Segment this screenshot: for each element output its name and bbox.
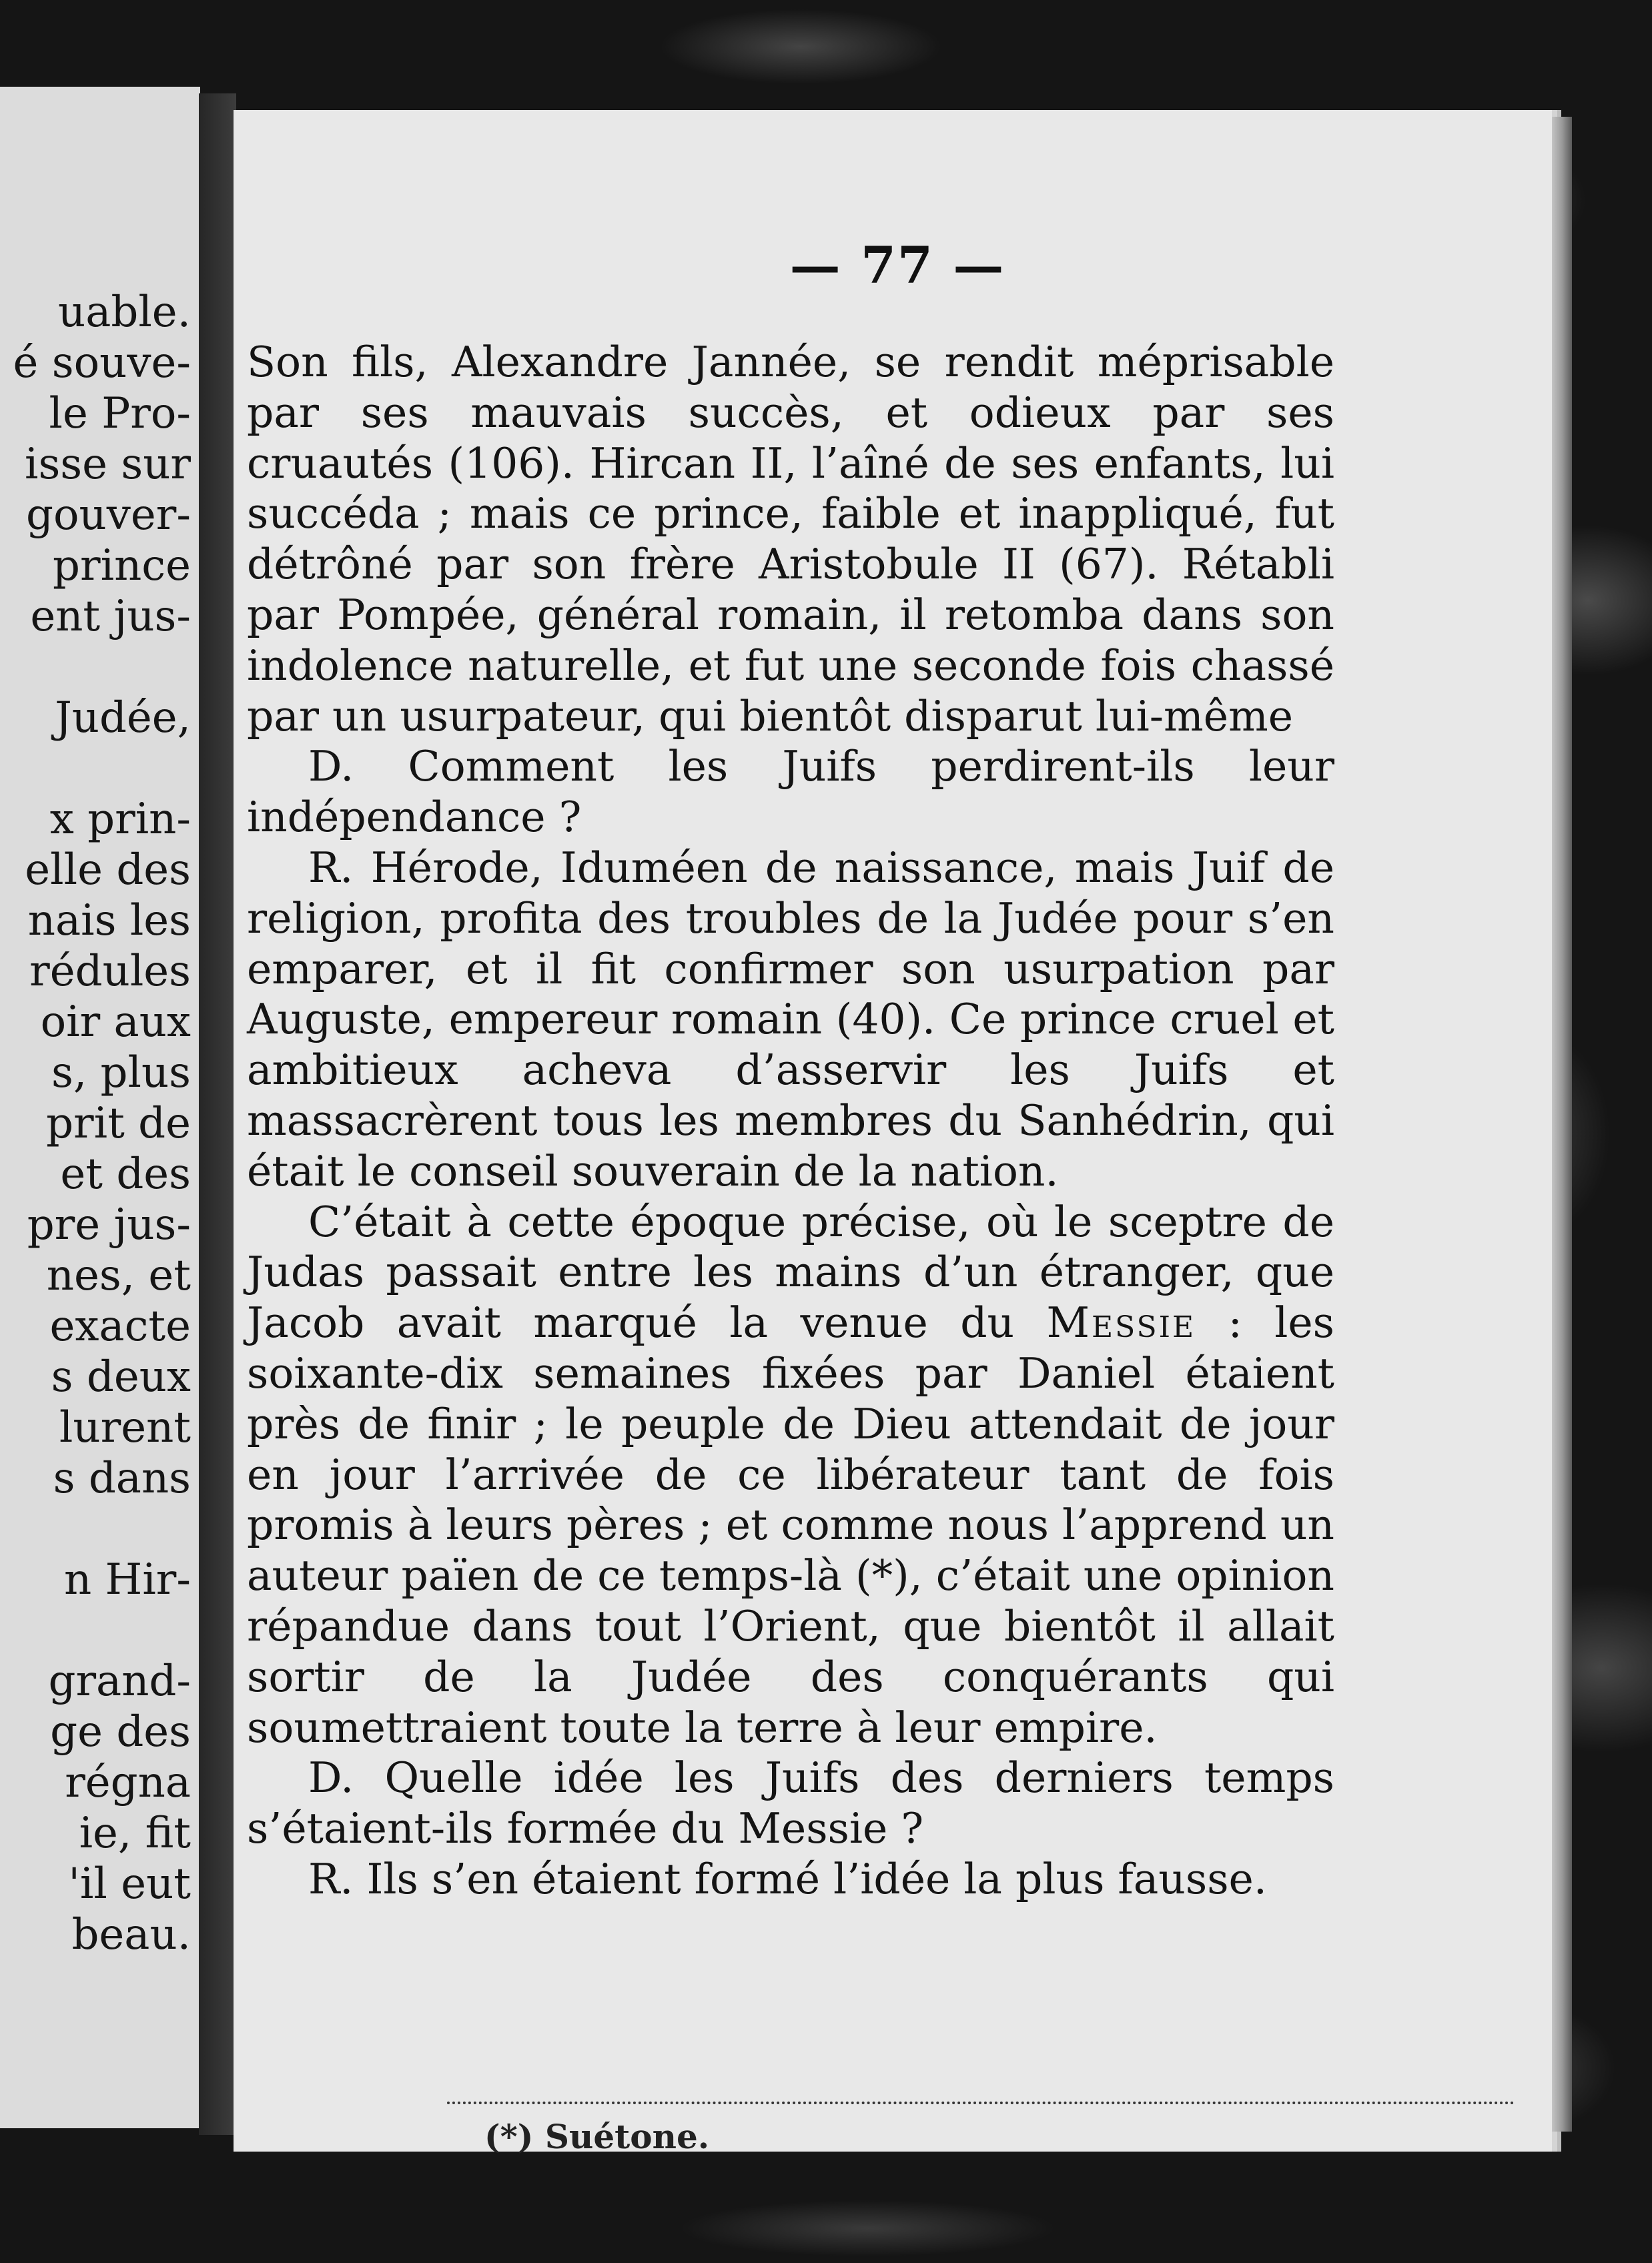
left-page-lines [13, 287, 191, 1960]
left-page-line: ge des [50, 1707, 191, 1757]
left-page-line: exacte [49, 1302, 191, 1351]
left-page-line: prit de [46, 1099, 191, 1148]
left-page-line: s, plus [51, 1048, 191, 1097]
messie-text-part-1: C’était à cette époque précise, où le sceptre de Judas passait entre les mains d’un étranger, [247, 1197, 1334, 1297]
answer-herode: R. Hérode, Iduméen de naissance, mais Juif de religion, profita des troubles de la Judée pour s’en emparer, et il fit confirmer son usurpation par Auguste, empereur romain (40). Ce prince cruel et ambitieux acheva d’asservir les Juifs et massacrèrent tous les membres du Sanhédrin, qui était le conseil souverain de la nation. [247, 843, 1334, 1196]
left-page-line: x prin- [49, 795, 191, 844]
left-page-line: isse sur [24, 440, 191, 489]
left-page-line [13, 1504, 191, 1554]
left-page-line: nais les [27, 896, 191, 945]
paragraph-messie-epoch [247, 1197, 1334, 1753]
question-idea-messie: D. Quelle idée les Juifs des derniers temps s’étaient-ils formée du Messie ? [247, 1753, 1334, 1853]
messie-word: Messie [1046, 1298, 1196, 1348]
left-page-line: grand- [48, 1657, 191, 1706]
left-page-line: Judée, [55, 693, 191, 743]
left-page-line: rédules [29, 947, 191, 996]
left-page-line [13, 1605, 191, 1656]
left-page-line: et des [60, 1150, 191, 1199]
body-text [247, 337, 1334, 1905]
left-page-fragment [0, 87, 200, 2128]
left-page-line [13, 743, 191, 794]
page-edge [1552, 117, 1572, 2132]
main-page [234, 110, 1561, 2156]
left-page-line [13, 642, 191, 693]
left-page-line: gouver- [26, 490, 191, 540]
left-page-line: s dans [53, 1454, 191, 1503]
paragraph-alexandre-jannee: Son fils, Alexandre Jannée, se rendit méprisable par ses mauvais succès, et odieux par ses cruautés (106). Hircan II, l’aîné de ses enfants, lui succéda ; mais ce prince, faible et inappliqué, fut détrôné par son frère Aristobule II (67). Rétabli par Pompée, général romain, il retomba dans son indolence naturelle, et fut une seconde fois chassé par un usurpateur, qui bientôt disparut lui-même [247, 338, 1334, 741]
left-page-line: oir aux [40, 997, 191, 1047]
left-page-line: beau. [71, 1910, 191, 1959]
answer-idea-false: R. Ils s’en étaient formé l’idée la plus fausse. [308, 1854, 1267, 1903]
left-page-line: régna [65, 1758, 191, 1807]
book-gutter [199, 93, 236, 2135]
footnote-rule [447, 2102, 1515, 2104]
left-page-line: elle des [25, 845, 191, 895]
left-page-line: nes, et [46, 1251, 191, 1300]
messie-text-part-3: : les soixante-dix semaines fixées par Daniel étaient près de finir ; le peuple de Dieu attendait de jour en jour l’arrivée de ce libérateur tant de fois promis à leurs pères ; et comme nous l’apprend un auteur païen de ce temps-là (*), c’était une opinion répandue dans tout l’Orient, que bientôt il allait sortir de la Judée des conquérants qui soumettraient toute la terre à leur empire. [247, 1298, 1334, 1752]
left-page-line: é souve- [13, 338, 191, 388]
left-page-line: 'il eut [68, 1859, 191, 1909]
left-page-line: s deux [51, 1352, 191, 1402]
left-page-line: lurent [59, 1403, 191, 1452]
left-page-line: n Hir- [63, 1555, 191, 1605]
left-page-line: ent jus- [30, 592, 191, 641]
messie-text-part-2: que Jacob avait marqué la venue du [247, 1248, 1334, 1348]
left-page-line: pre jus- [27, 1200, 191, 1250]
left-page-line: ie, fit [79, 1809, 191, 1858]
page-number: — 77 — [789, 236, 1005, 295]
footnote: (*) Suétone. [484, 2117, 710, 2156]
left-page-line: uable. [57, 288, 191, 337]
question-independence: D. Comment les Juifs perdirent-ils leur indépendance ? [247, 742, 1334, 842]
left-page-line: prince [53, 541, 191, 590]
left-page-line: le Pro- [49, 389, 191, 438]
